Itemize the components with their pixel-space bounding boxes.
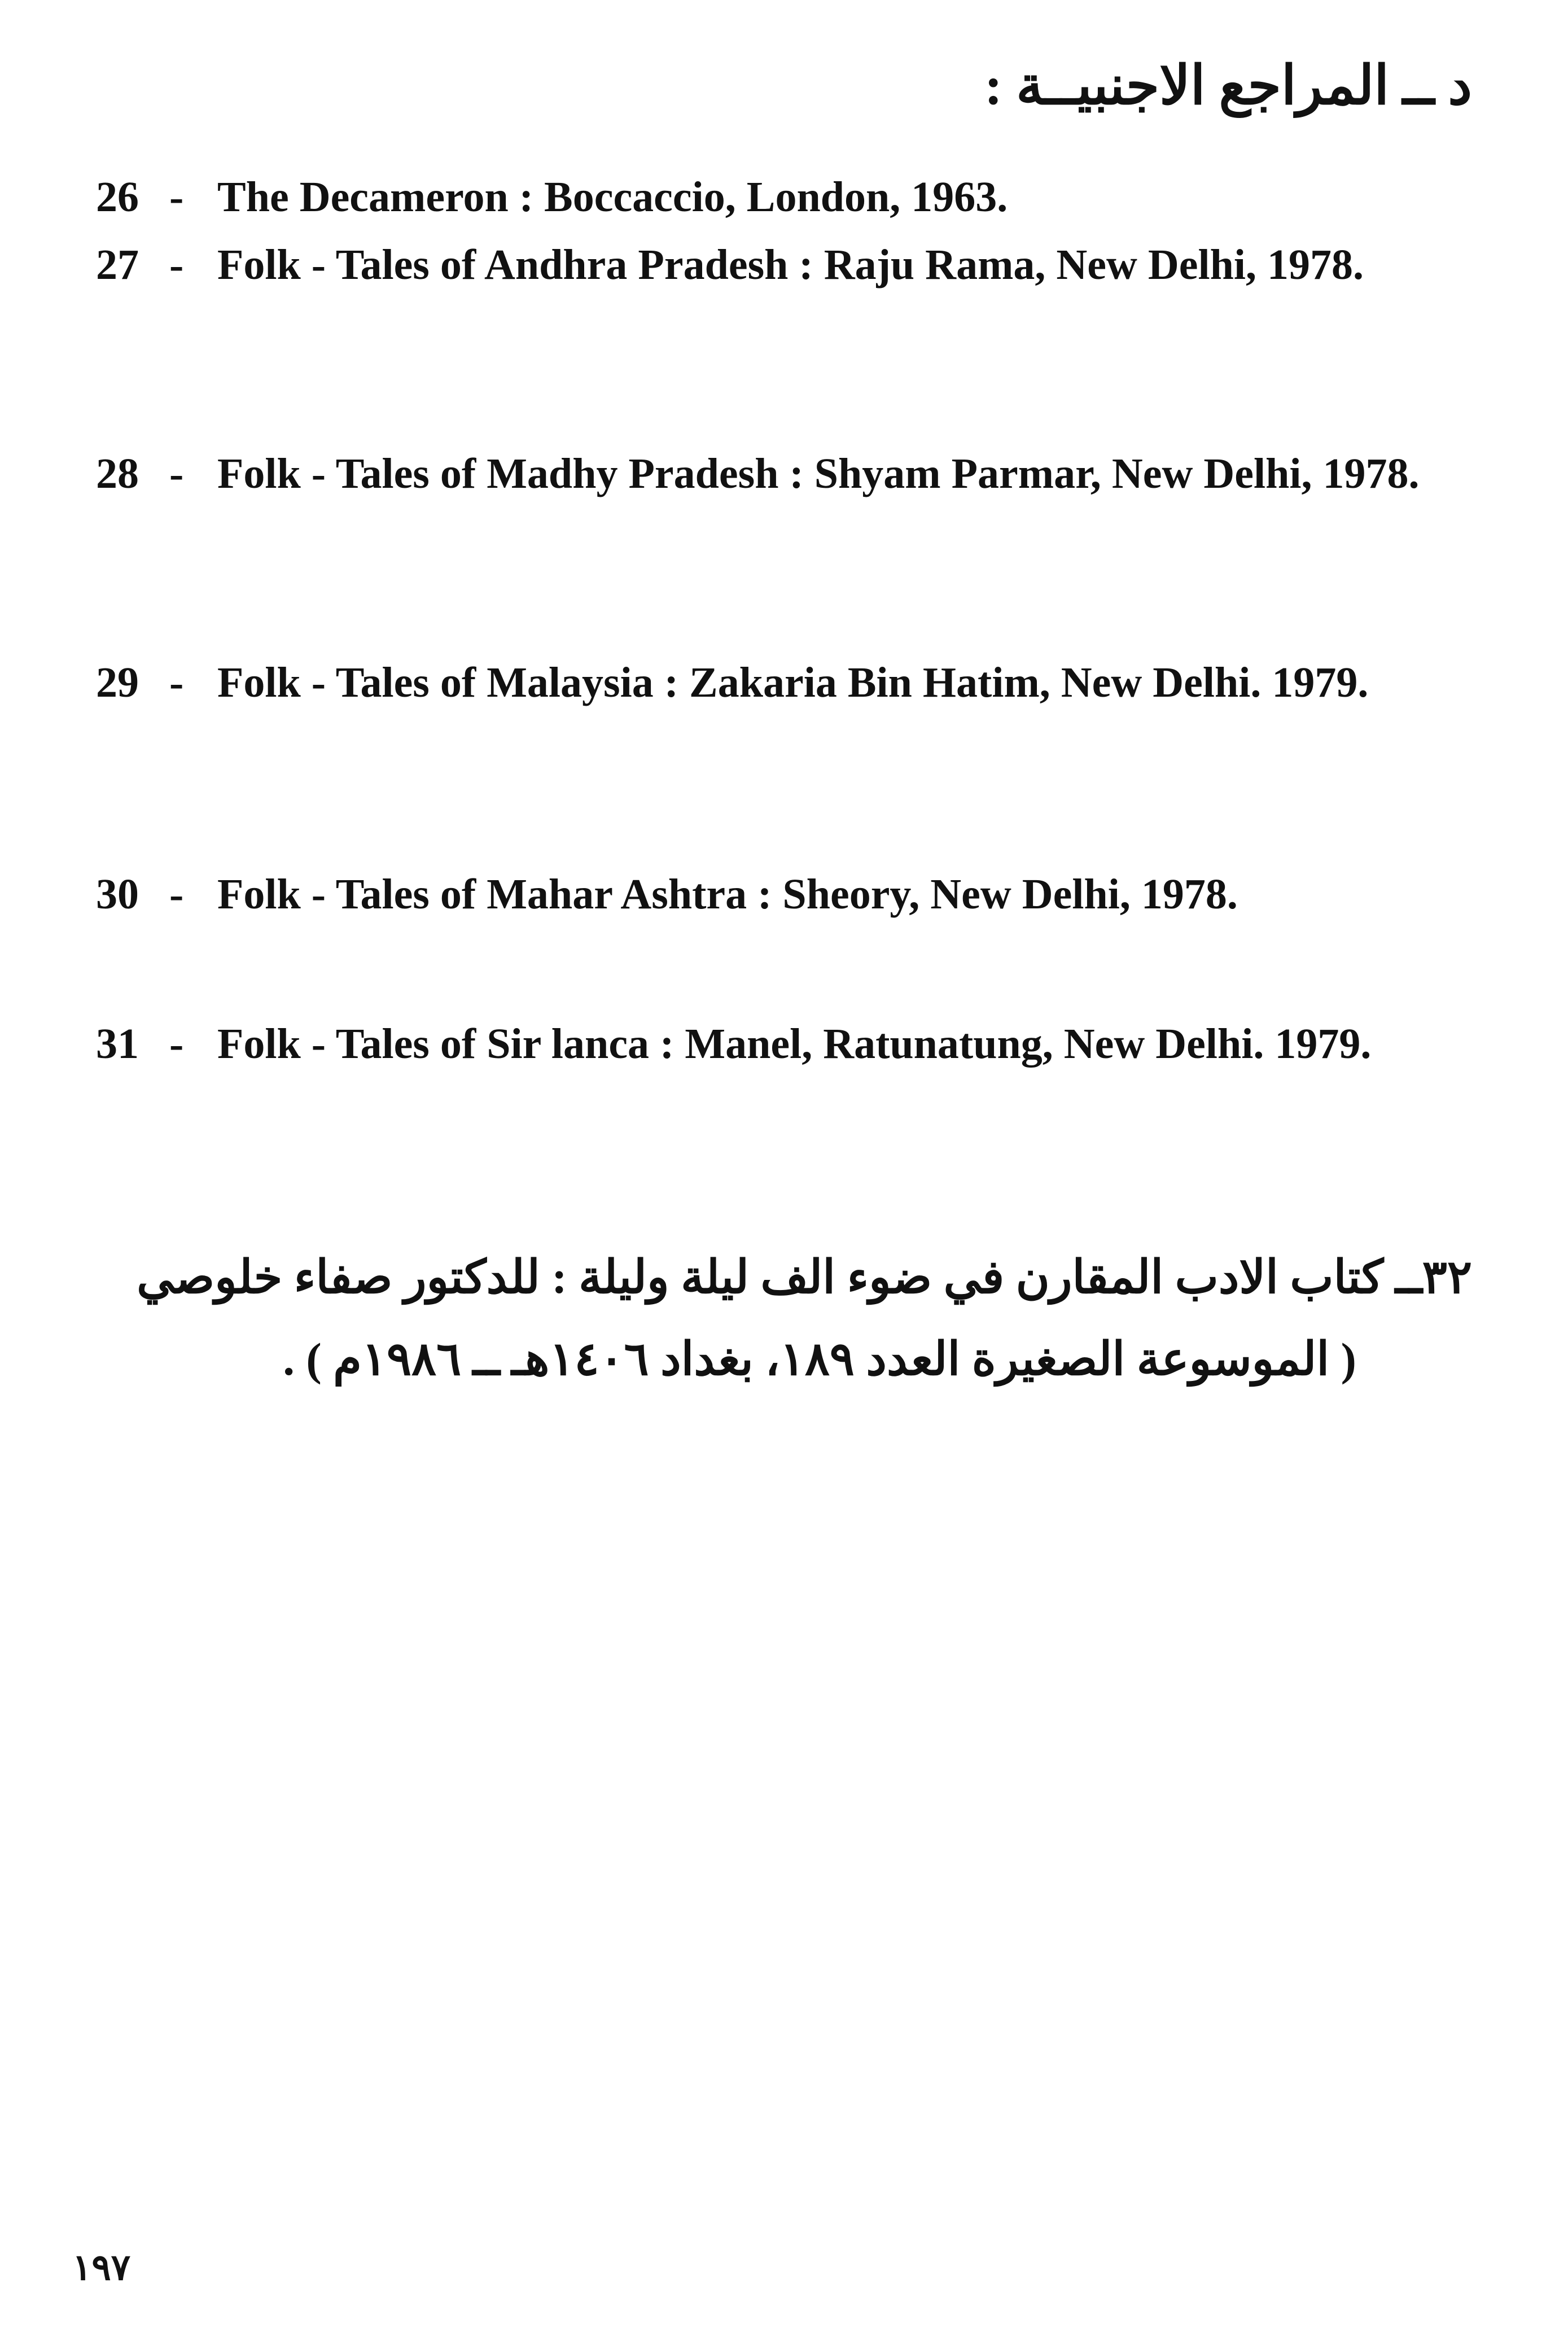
reference-number: 29 <box>96 659 139 706</box>
reference-text: Folk - Tales of Malaysia : Zakaria Bin Hatim, New Delhi. 1979. <box>217 659 1369 706</box>
reference-text: Folk - Tales of Madhy Pradesh : Shyam Parmar, New Delhi, 1978. <box>217 450 1420 497</box>
reference-number: 30 <box>96 871 139 918</box>
reference-item-26 <box>96 164 1479 230</box>
reference-text: The Decameron : Boccaccio, London, 1963. <box>217 173 1008 221</box>
section-heading: د ــ المراجع الاجنبيــة : <box>984 55 1472 116</box>
reference-dash: - <box>169 871 184 918</box>
arabic-reference-item-32 <box>72 1236 1472 1400</box>
reference-dash: - <box>169 450 184 497</box>
reference-item-27 <box>96 231 1479 298</box>
reference-number: 26 <box>96 173 139 221</box>
reference-item-30 <box>96 861 1479 928</box>
reference-text: Folk - Tales of Sir lanca : Manel, Ratunatung, New Delhi. 1979. <box>217 1020 1372 1068</box>
reference-item-31 <box>96 1011 1479 1077</box>
arabic-reference-line-1: ٣٢ــ كتاب الادب المقارن في ضوء الف ليلة وليلة : للدكتور صفاء خلوصي <box>137 1252 1472 1303</box>
reference-number: 31 <box>96 1020 139 1068</box>
reference-dash: - <box>169 659 184 706</box>
reference-number: 28 <box>96 450 139 497</box>
reference-dash: - <box>169 173 184 221</box>
page-number: ١٩٧ <box>72 2248 131 2288</box>
reference-dash: - <box>169 1020 184 1068</box>
reference-text: Folk - Tales of Mahar Ashtra : Sheory, New Delhi, 1978. <box>217 871 1238 918</box>
arabic-reference-line-2: ( الموسوعة الصغيرة العدد ١٨٩، بغداد ١٤٠٦هـ ــ ١٩٨٦م ) . <box>283 1334 1356 1385</box>
reference-text: Folk - Tales of Andhra Pradesh : Raju Rama, New Delhi, 1978. <box>217 241 1364 288</box>
reference-item-28 <box>96 440 1479 507</box>
reference-dash: - <box>169 241 184 288</box>
reference-number: 27 <box>96 241 139 288</box>
reference-item-29 <box>96 649 1479 716</box>
